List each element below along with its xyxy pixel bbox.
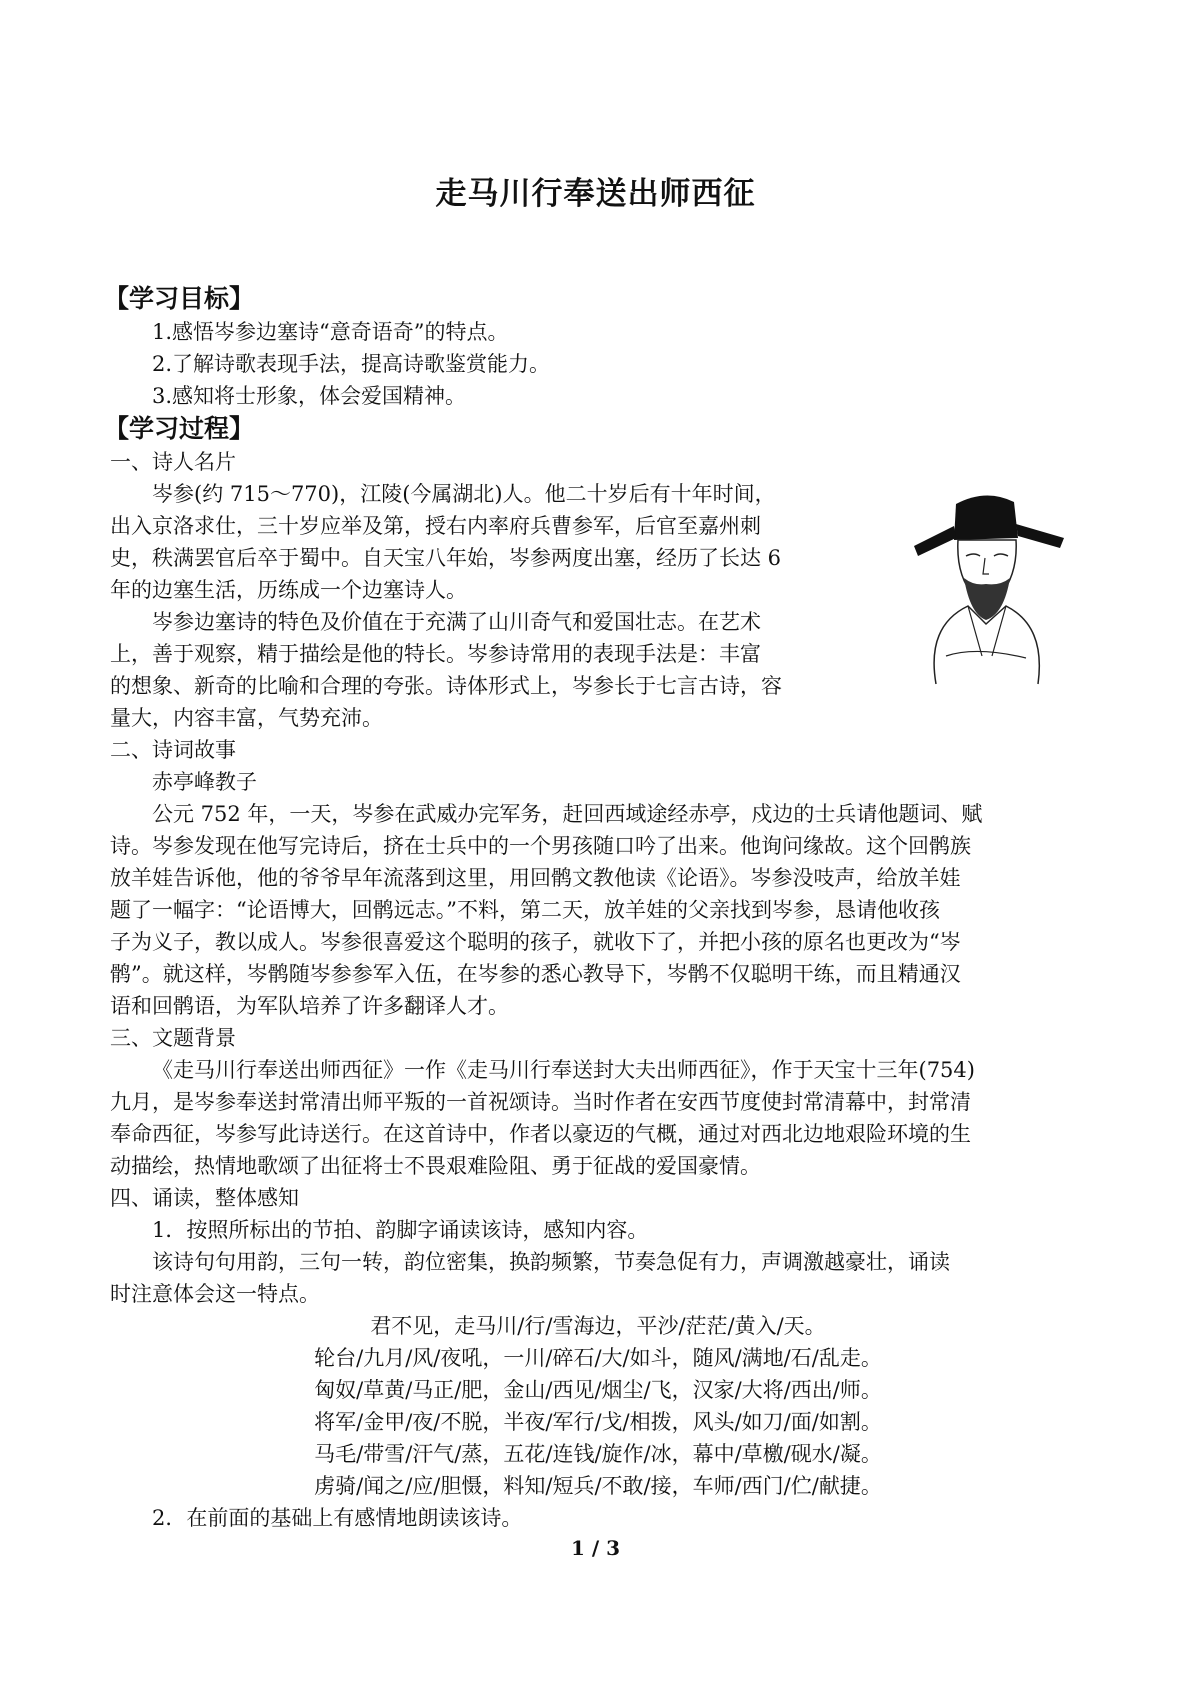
goals-heading: 【学习目标】 bbox=[104, 284, 255, 313]
story-title: 赤亭峰教子 bbox=[152, 770, 257, 794]
section-heading-story: 二、诗词故事 bbox=[110, 738, 236, 762]
poem-line: 轮台/九月/风/夜吼，一川/碎石/大/如斗，随风/满地/石/乱走。 bbox=[314, 1346, 882, 1370]
section-heading-poet-card: 一、诗人名片 bbox=[110, 450, 236, 474]
page-number: 1 / 3 bbox=[570, 1536, 621, 1560]
page-title: 走马川行奉送出师西征 bbox=[435, 176, 756, 212]
goal-item: 3.感知将士形象，体会爱国精神。 bbox=[152, 384, 467, 408]
poem-line: 将军/金甲/夜/不脱，半夜/军行/戈/相拨，风头/如刀/面/如割。 bbox=[314, 1410, 882, 1434]
section-heading-background: 三、文题背景 bbox=[110, 1026, 236, 1050]
background-paragraph: 《走马川行奉送出师西征》一作《走马川行奉送封大夫出师西征》，作于天宝十三年(754) 九月，是岑参奉送封常清出师平叛的一首祝颂诗。当时作者在安西节度使封常清幕中，封常清 奉命西征，岑参写此诗送行。在这首诗中，作者以豪迈的气概，通过对西北边地艰险环境的生 动描绘，热情地歌颂了出征将士不畏艰难险阻、勇于征战的爱国豪情。 bbox=[110, 1058, 975, 1178]
story-paragraph: 公元 752 年，一天，岑参在武威办完军务，赶回西域途经赤亭，戍边的士兵请他题词、赋 诗。岑参发现在他写完诗后，挤在士兵中的一个男孩随口吟了出来。他询问缘故。这个回鹘族 放羊娃告诉他，他的爷爷早年流落到这里，用回鹘文教他读《论语》。岑参没吱声，给放羊娃 题了一幅字：“论语博大，回鹘远志。”不料，第二天，放羊娃的父亲找到岑参，恳请他收孩 子为义子，教以成人。岑参很喜爱这个聪明的孩子，就收下了，并把小孩的原名也更改为“岑 鹘”。就这样，岑鹘随岑参参军入伍，在岑参的悉心教导下，岑鹘不仅聪明干练，而且精通汉 语和回鹘语，为军队培养了许多翻译人才。 bbox=[110, 802, 983, 1018]
question-1: 1．按照所标出的节拍、韵脚字诵读该诗，感知内容。 bbox=[152, 1218, 649, 1242]
question-2: 2．在前面的基础上有感情地朗读该诗。 bbox=[152, 1506, 523, 1530]
section-heading-reading: 四、诵读，整体感知 bbox=[110, 1186, 299, 1210]
goal-item: 2.了解诗歌表现手法，提高诗歌鉴赏能力。 bbox=[152, 352, 551, 376]
document-body bbox=[104, 282, 1086, 1534]
process-heading: 【学习过程】 bbox=[104, 414, 255, 443]
reading-paragraph: 该诗句句用韵，三句一转，韵位密集，换韵频繁，节奏急促有力，声调激越豪壮，诵读 时注意体会这一特点。 bbox=[110, 1250, 950, 1306]
poet-bio-paragraph: 岑参(约 715～770)，江陵(今属湖北)人。他二十岁后有十年时间， 出入京洛求仕，三十岁应举及第，授右内率府兵曹参军，后官至嘉州刺 史，秩满罢官后卒于蜀中。自天宝八年始，岑参两度出塞，经历了长达 6 年的边塞生活，历练成一个边塞诗人。 岑参边塞诗的特色及价值在于充满了山川奇气和爱国壮志。在艺术 上，善于观察，精于描绘是他的特长。岑参诗常用的表现手法是：丰富 的想象、新奇的比喻和合理的夸张。诗体形式上，岑参长于七言古诗，容 量大，内容丰富，气势充沛。 bbox=[110, 482, 782, 730]
poem-line: 虏骑/闻之/应/胆慑，料知/短兵/不敢/接，车师/西门/伫/献捷。 bbox=[314, 1474, 882, 1498]
goal-item: 1.感悟岑参边塞诗“意奇语奇”的特点。 bbox=[152, 320, 509, 344]
poem-line: 匈奴/草黄/马正/肥，金山/西见/烟尘/飞，汉家/大将/西出/师。 bbox=[314, 1378, 882, 1402]
poem-line: 马毛/带雪/汗气/蒸，五花/连钱/旋作/冰，幕中/草檄/砚水/凝。 bbox=[314, 1442, 882, 1466]
poet-portrait-illustration bbox=[896, 486, 1076, 686]
poem-line: 君不见，走马川/行/雪海边，平沙/茫茫/黄入/天。 bbox=[370, 1314, 826, 1338]
poem-text bbox=[110, 1310, 1086, 1502]
